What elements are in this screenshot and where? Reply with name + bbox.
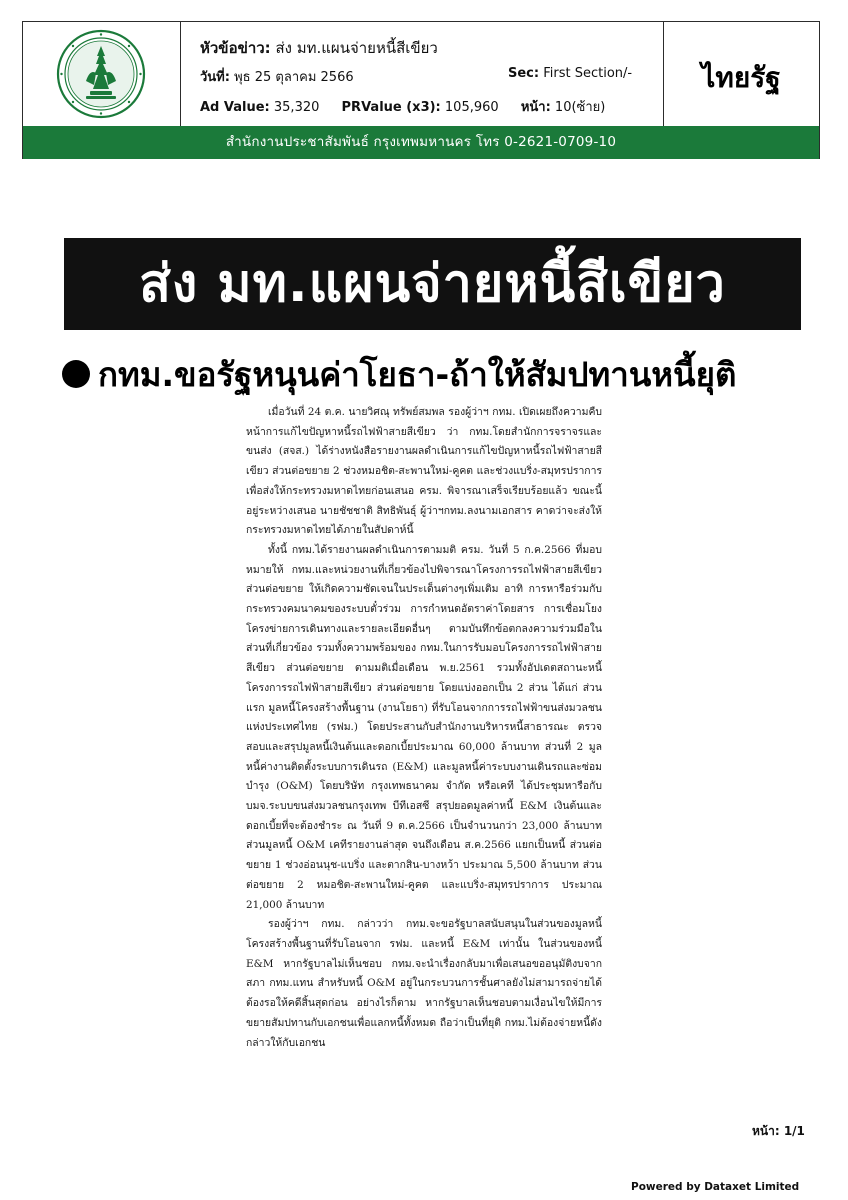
- date-row: [200, 66, 354, 87]
- office-bar: สำนักงานประชาสัมพันธ์ กรุงเทพมหานคร โทร 0-2621-0709-10: [23, 126, 819, 159]
- section-label: Sec:: [508, 66, 540, 81]
- metadata-cell: [180, 22, 664, 126]
- ad-value: 35,320: [273, 100, 320, 115]
- article-body: [246, 403, 602, 1053]
- article-paragraph-1: เมื่อวันที่ 24 ต.ค. นายวิศณุ ทรัพย์สมพล รองผู้ว่าฯ กทม. เปิดเผยถึงความคืบหน้าการแก้ไขปัญหาหนี้รถไฟฟ้าสายสีเขียว ว่า กทม.โดยสำนักการจราจรและขนส่ง (สจส.) ได้ร่างหนังสือรายงานผลดำเนินการแก้ไขปัญหาหนี้รถไฟฟ้าสายสีเขียว ส่วนต่อขยาย 2 ช่วงหมอชิต-สะพานใหม่-คูคต และช่วงแบริ่ง-สมุทรปราการ เพื่อส่งให้กระทรวงมหาดไทยก่อนเสนอ ครม. พิจารณาเสร็จเรียบร้อยแล้ว ขณะนี้อยู่ระหว่างเสนอ นายชัชชาติ สิทธิพันธุ์ ผู้ว่าฯกทม.ลงนามเอกสาร คาดว่าจะส่งให้กระทรวงมหาดไทยได้ภายในสัปดาห์นี้: [246, 406, 602, 537]
- article-paragraph-2: ทั้งนี้ กทม.ได้รายงานผลดำเนินการตามมติ ครม. วันที่ 5 ก.ค.2566 ที่มอบหมายให้ กทม.และหน่วยงานที่เกี่ยวข้องไปพิจารณาโครงการรถไฟฟ้าสายสีเขียว ส่วนต่อขยาย ให้เกิดความชัดเจนในประเด็นต่างๆเพิ่มเติม อาทิ การหารือร่วมกับกระทรวงคมนาคมของระบบตั๋วร่วม การกำหนดอัตราค่าโดยสาร การเชื่อมโยงโครงข่ายการเดินทางและรายละเอียดอื่นๆ ตามบันทึกข้อตกลงความร่วมมือในส่วนที่เกี่ยวข้อง รวมทั้งความพร้อมของ กทม.ในการรับมอบโครงการรถไฟฟ้าสายสีเขียว ส่วนต่อขยาย ตามมติเมื่อเดือน พ.ย.2561 รวมทั้งอัปเดตสถานะหนี้โครงการรถไฟฟ้าสายสีเขียว ส่วนต่อขยาย โดยแบ่งออกเป็น 2 ส่วน ได้แก่ ส่วนแรก มูลหนี้โครงสร้างพื้นฐาน (งานโยธา) ที่รับโอนจากการรถไฟฟ้าขนส่งมวลชนแห่งประเทศไทย (รฟม.) โดยประสานกับสำนักงานบริหารหนี้สาธารณะ ตรวจสอบและสรุปมูลหนี้เงินต้นและดอกเบี้ยประมาณ 60,000 ล้านบาท ส่วนที่ 2 มูลหนี้ค่างานติดตั้งระบบการเดินรถ (E&M) และมูลหนี้ค่าระบบงานเดินรถและซ่อมบำรุง (O&M) โดยบริษัท กรุงเทพธนาคม จำกัด หรือเคที ได้ประชุมหารือกับ บมจ.ระบบขนส่งมวลชนกรุงเทพ บีทีเอสซี สรุปยอดมูลค่าหนี้ E&M เงินต้นและดอกเบี้ยที่จะต้องชำระ ณ วันที่ 9 ต.ค.2566 เป็นจำนวนกว่า 23,000 ล้านบาท ส่วนมูลหนี้ O&M เคทีรายงานล่าสุด จนถึงเดือน ส.ค.2566 แยกเป็นหนี้ ส่วนต่อขยาย 1 ช่วงอ่อนนุช-แบริ่ง และตากสิน-บางหว้า ประมาณ 5,500 ล้านบาท ส่วนต่อขยาย 2 หมอชิต-สะพานใหม่-คูคต และแบริ่ง-สมุทรปราการ ประมาณ 21,000 ล้านบาท: [246, 543, 602, 911]
- article-subheadline: กทม.ขอรัฐหนุนค่าโยธา-ถ้าให้สัมปทานหนี้ยุติ: [98, 355, 737, 394]
- bullet-icon: [62, 360, 90, 388]
- powered-by-footer: Powered by Dataxet Limited: [631, 1181, 800, 1193]
- article-paragraph-3: รองผู้ว่าฯ กทม. กล่าวว่า กทม.จะขอรัฐบาลสนับสนุนในส่วนของมูลหนี้โครงสร้างพื้นฐานที่รับโอนจาก รฟม. และหนี้ E&M เท่านั้น ในส่วนของหนี้ E&M หากรัฐบาลไม่เห็นชอบ กทม.จะนำเรื่องกลับมาเพื่อเสนอขออนุมัติงบจากสภา กทม.แทน สำหรับหนี้ O&M อยู่ในกระบวนการชั้นศาลยังไม่สามารถจ่ายได้ต้องรอให้คดีสิ้นสุดก่อน อย่างไรก็ตาม หากรัฐบาลเห็นชอบตามเงื่อนไขให้มีการขยายสัมปทานกับเอกชนเพื่อแลกหนี้ทั้งหมด ถือว่าเป็นที่ยุติ กทม.ไม่ต้องจ่ายหนี้ดังกล่าวให้กับเอกชน: [246, 918, 602, 1049]
- section-value: First Section/-: [543, 66, 633, 81]
- headline-row: [200, 36, 438, 60]
- page-value: 10(ซ้าย): [554, 100, 606, 115]
- newspaper-cell: [663, 22, 819, 126]
- pr-value-label: PRValue (x3):: [341, 100, 441, 115]
- ad-value-label: Ad Value:: [200, 100, 270, 115]
- date-label: วันที่:: [200, 70, 230, 85]
- article-subheadline-row: [62, 350, 822, 400]
- page-number: หน้า: 1/1: [752, 1124, 805, 1138]
- section-row: [508, 66, 632, 81]
- newspaper-logo-text: ไทยรัฐ: [701, 61, 781, 94]
- logo-cell: [23, 22, 181, 126]
- bma-seal-logo: [56, 29, 146, 119]
- page-label: หน้า:: [520, 100, 551, 115]
- header-top-row: [23, 22, 819, 126]
- headline-value: ส่ง มท.แผนจ่ายหนี้สีเขียว: [275, 39, 438, 57]
- clipping-header: [22, 21, 820, 159]
- headline-banner: [64, 238, 801, 330]
- article-headline: ส่ง มท.แผนจ่ายหนี้สีเขียว: [139, 254, 726, 314]
- date-value: พุธ 25 ตุลาคม 2566: [234, 70, 354, 85]
- headline-label: หัวข้อข่าว:: [200, 39, 271, 57]
- pr-value: 105,960: [444, 100, 499, 115]
- values-row: [200, 96, 605, 117]
